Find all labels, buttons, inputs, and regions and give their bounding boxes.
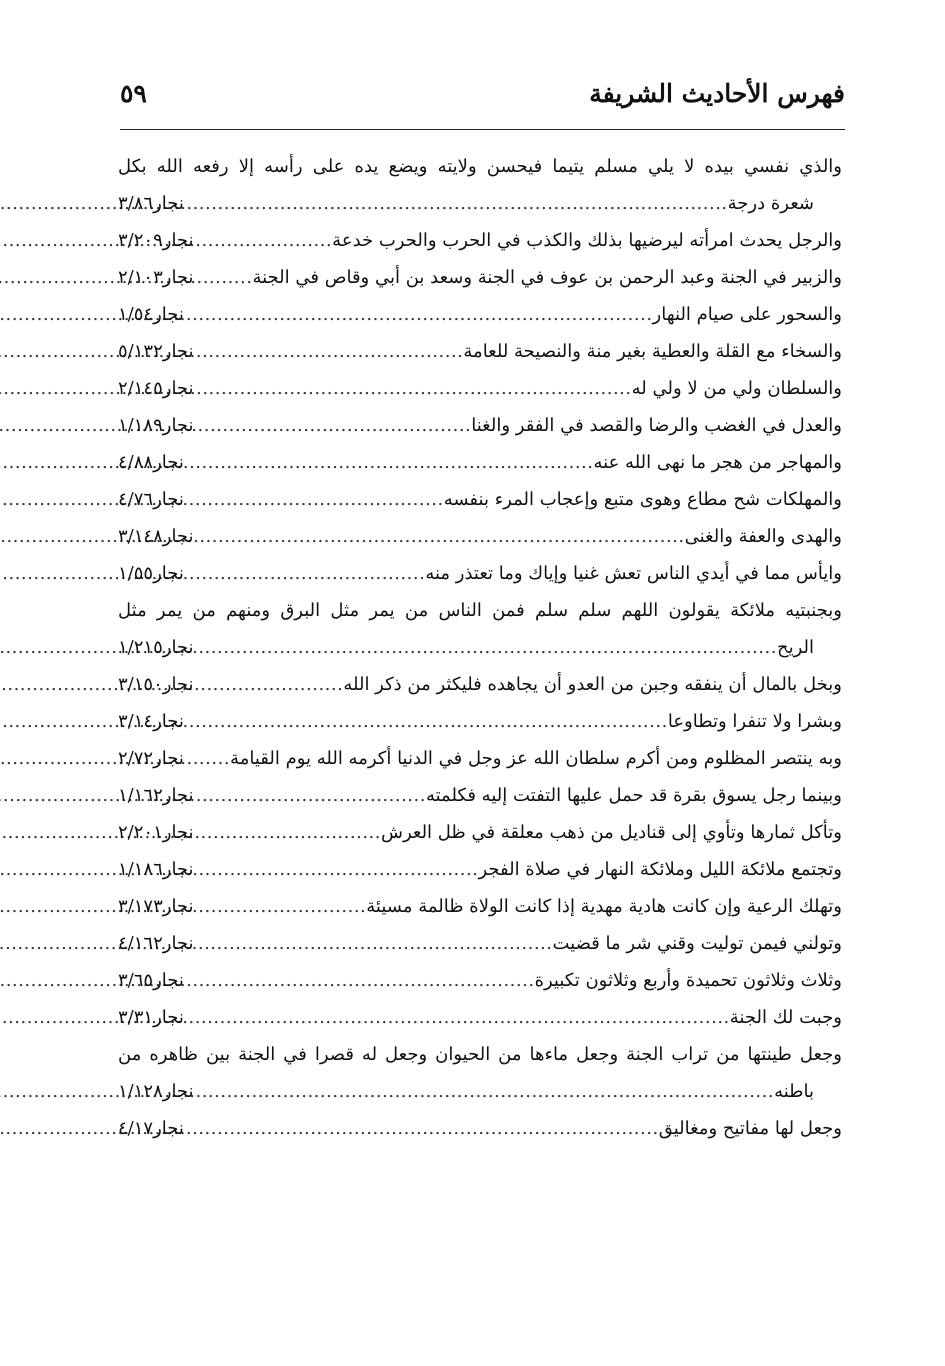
index-entry <box>118 370 842 407</box>
entry-line <box>118 1110 842 1147</box>
dot-leader <box>188 444 594 481</box>
entry-line <box>118 296 842 333</box>
dot-leader <box>198 407 472 444</box>
index-entry <box>118 740 842 777</box>
entry-reference: نجار٤/١٦٢ <box>118 933 194 954</box>
entry-reference: نجار٣/٣١ <box>118 1007 184 1028</box>
index-entry <box>118 814 842 851</box>
entry-text-continuation: باطنه <box>774 1081 814 1102</box>
entry-text: وتولني فيمن توليت وقني شر ما قضيت <box>552 933 842 954</box>
entry-text: وجبت لك الجنة <box>729 1007 842 1028</box>
index-entry <box>118 259 842 296</box>
entry-text: وبشرا ولا تنفرا وتطاوعا <box>667 711 842 732</box>
entry-text: والذي نفسي بيده لا يلي مسلم يتيما فيحسن ولايته ويضع يده على رأسه إلا رفعه الله بكل <box>118 156 842 177</box>
entry-reference: نجار٣/١٥٠ <box>118 674 194 695</box>
entry-reference: نجار١/١٨٦ <box>118 859 194 880</box>
entry-text: وتهلك الرعية وإن كانت هادية مهدية إذا كانت الولاة ظالمة مسيئة <box>366 896 842 917</box>
dot-leader <box>198 222 333 259</box>
index-entry <box>118 333 842 370</box>
dot-leader <box>188 555 425 592</box>
entry-reference: نجار١/٥٤ <box>118 304 184 325</box>
entry-text: وتأكل ثمارها وتأوي إلى قناديل من ذهب معلقة في ظل العرش <box>380 822 842 843</box>
index-entry <box>118 592 842 666</box>
dot-leader <box>188 296 653 333</box>
dot-leader <box>198 666 344 703</box>
entry-text-continuation: شعرة درجة <box>727 193 814 214</box>
index-entry <box>118 851 842 888</box>
entry-reference: نجار٣/٨٦ <box>118 193 184 214</box>
entry-line <box>118 148 842 185</box>
entry-text: وبه ينتصر المظلوم ومن أكرم سلطان الله عز وجل في الدنيا أكرمه الله يوم القيامة <box>230 748 842 769</box>
index-entry <box>118 666 842 703</box>
dot-leader <box>188 962 535 999</box>
dot-leader <box>188 999 730 1036</box>
index-entry <box>118 407 842 444</box>
entry-text: وايأس مما في أيدي الناس تعش غنيا وإياك وما تعتذر منه <box>425 563 842 584</box>
entry-text: وجعل لها مفاتيح ومغاليق <box>658 1118 842 1139</box>
index-entry <box>118 1110 842 1147</box>
index-entry <box>118 999 842 1036</box>
index-entry <box>118 444 842 481</box>
hadith-index-list <box>118 148 842 1147</box>
index-entry <box>118 1036 842 1110</box>
entry-reference: نجار٢/٧٢ <box>118 748 184 769</box>
entry-reference: نجار٣/١٤٨ <box>118 526 194 547</box>
entry-reference: نجار٤/٨٨ <box>118 452 184 473</box>
entry-reference: نجار٢/٢٠١ <box>118 822 194 843</box>
entry-text: والمهلكات شح مطاع وهوى متبع وإعجاب المرء بنفسه <box>443 489 842 510</box>
dot-leader <box>198 851 479 888</box>
entry-text: والسخاء مع القلة والعطية بغير منة والنصيحة للعامة <box>463 341 842 362</box>
entry-line <box>118 407 842 444</box>
dot-leader <box>198 814 381 851</box>
dot-leader <box>198 1073 775 1110</box>
entry-reference: نجار١/١٨٩ <box>118 415 194 436</box>
page-title: فهرس الأحاديث الشريفة <box>589 79 845 108</box>
page-number: ٥٩ <box>120 79 147 108</box>
entry-reference: نجار٤/٧٦ <box>118 489 184 510</box>
entry-line <box>118 777 842 814</box>
dot-leader <box>188 481 444 518</box>
index-entry <box>118 222 842 259</box>
entry-text: والعدل في الغضب والرضا والقصد في الفقر والغنا <box>471 415 842 436</box>
entry-reference: نجار٣/٦٥ <box>118 970 184 991</box>
entry-text: وبجنبتيه ملائكة يقولون اللهم سلم سلم فمن الناس من يمر مثل البرق ومنهم من يمر مثل <box>118 600 842 621</box>
entry-line <box>118 333 842 370</box>
index-entry <box>118 296 842 333</box>
dot-leader <box>198 777 426 814</box>
dot-leader <box>188 185 728 222</box>
entry-reference: نجار٣/١٤ <box>118 711 184 732</box>
index-entry <box>118 481 842 518</box>
dot-leader <box>198 259 253 296</box>
dot-leader <box>188 740 230 777</box>
entry-reference: نجار٥/١٣٢ <box>118 341 194 362</box>
dot-leader <box>198 370 632 407</box>
entry-line <box>118 370 842 407</box>
entry-line <box>118 481 842 518</box>
entry-text: وبينما رجل يسوق بقرة قد حمل عليها التفتت إليه فكلمته <box>425 785 842 806</box>
entry-reference: نجار١/١٦٢ <box>118 785 194 806</box>
dot-leader <box>198 888 367 925</box>
entry-line <box>118 518 842 555</box>
index-entry <box>118 925 842 962</box>
entry-continuation-line <box>118 1073 842 1110</box>
entry-text: والسحور على صيام النهار <box>652 304 842 325</box>
dot-leader <box>198 925 553 962</box>
entry-line <box>118 666 842 703</box>
entry-text: وجعل طينتها من تراب الجنة وجعل ماءها من الحيوان وجعل له قصرا في الجنة بين ظاهره من <box>118 1044 842 1065</box>
entry-line <box>118 555 842 592</box>
dot-leader <box>188 1110 659 1147</box>
entry-reference: نجار٢/١٤٥ <box>118 378 194 399</box>
entry-line <box>118 703 842 740</box>
dot-leader <box>188 703 668 740</box>
dot-leader <box>198 333 464 370</box>
entry-text-continuation: الريح <box>776 637 814 658</box>
entry-line <box>118 888 842 925</box>
entry-line <box>118 259 842 296</box>
index-entry <box>118 888 842 925</box>
entry-line <box>118 222 842 259</box>
entry-text: والمهاجر من هجر ما نهى الله عنه <box>593 452 842 473</box>
dot-leader <box>198 518 685 555</box>
entry-line <box>118 444 842 481</box>
entry-line <box>118 592 842 629</box>
entry-text: وبخل بالمال أن ينفقه وجبن من العدو أن يجاهده فليكثر من ذكر الله <box>343 674 842 695</box>
entry-line <box>118 962 842 999</box>
index-entry <box>118 962 842 999</box>
dot-leader <box>198 629 777 666</box>
entry-text: والهدى والعفة والغنى <box>684 526 842 547</box>
entry-line <box>118 925 842 962</box>
entry-text: والزبير في الجنة وعبد الرحمن بن عوف في الجنة وسعد بن أبي وقاص في الجنة <box>252 267 842 288</box>
index-entry <box>118 555 842 592</box>
entry-line <box>118 1036 842 1073</box>
index-entry <box>118 703 842 740</box>
entry-text: وثلاث وثلاثون تحميدة وأربع وثلاثون تكبيرة <box>534 970 842 991</box>
index-entry <box>118 777 842 814</box>
header-rule <box>120 129 845 130</box>
entry-reference: نجار١/٢١٥ <box>118 637 194 658</box>
index-entry <box>118 518 842 555</box>
entry-reference: نجار١/٥٥ <box>118 563 184 584</box>
page-header <box>120 74 845 126</box>
entry-reference: نجار٤/١٧ <box>118 1118 184 1139</box>
entry-reference: نجار٢/١٠٣ <box>118 267 194 288</box>
entry-reference: نجار٣/٢٠٩ <box>118 230 194 251</box>
entry-reference: نجار١/١٢٨ <box>118 1081 194 1102</box>
entry-text: وتجتمع ملائكة الليل وملائكة النهار في صلاة الفجر <box>478 859 842 880</box>
entry-continuation-line <box>118 185 842 222</box>
entry-line <box>118 740 842 777</box>
entry-reference: نجار٣/١٧٣ <box>118 896 194 917</box>
index-entry <box>118 148 842 222</box>
entry-text: والرجل يحدث امرأته ليرضيها بذلك والكذب في الحرب والحرب خدعة <box>332 230 842 251</box>
entry-line <box>118 851 842 888</box>
entry-line <box>118 999 842 1036</box>
entry-text: والسلطان ولي من لا ولي له <box>631 378 842 399</box>
entry-continuation-line <box>118 629 842 666</box>
entry-line <box>118 814 842 851</box>
